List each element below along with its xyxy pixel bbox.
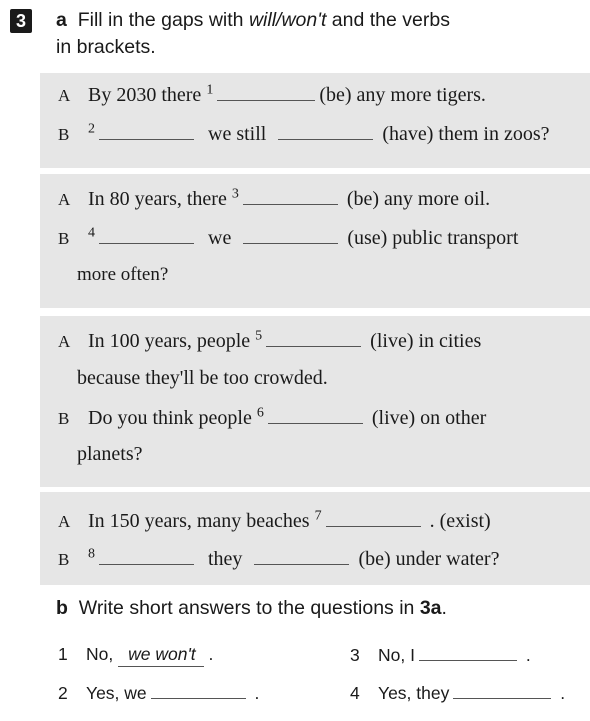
answer-end: .	[560, 683, 566, 703]
instruction-text-1: Fill in the gaps with	[77, 9, 249, 31]
line-text: we	[208, 227, 232, 249]
gap-number: 8	[88, 546, 95, 562]
answer-number: 3	[350, 645, 360, 665]
part-b-letter: b	[56, 597, 68, 619]
line-text: (be) under water?	[358, 548, 500, 570]
exercise-number-badge: 3	[10, 9, 32, 33]
line-text: In 80 years, there	[88, 188, 227, 210]
answer-number: 2	[58, 683, 68, 703]
gap-number: 4	[88, 225, 95, 241]
gap-number: 6	[256, 405, 264, 421]
short-answer-item	[58, 644, 213, 667]
dialogue-continuation: planets?	[77, 443, 143, 465]
line-text: In 150 years, many beaches	[88, 510, 310, 532]
dialogue-line	[58, 225, 518, 250]
short-answer-item	[58, 682, 259, 704]
line-text: (be) any more oil.	[346, 188, 491, 210]
line-text: Do you think people	[88, 407, 252, 429]
gap-number: 7	[314, 508, 322, 524]
line-text: . (exist)	[429, 510, 491, 532]
gap-number: 5	[255, 328, 263, 344]
speaker-label: A	[58, 512, 71, 531]
answer-gap[interactable]	[243, 225, 338, 244]
answer-gap[interactable]	[278, 121, 373, 140]
line-text: (have) them in zoos?	[382, 123, 550, 145]
dialogue-line	[58, 82, 486, 107]
answer-end: .	[525, 645, 531, 665]
dialogue-band-4	[40, 492, 590, 585]
part-a-instruction	[56, 7, 450, 34]
dialogue-line	[58, 405, 486, 430]
answer-end: .	[208, 644, 214, 664]
line-text: By 2030 there	[88, 84, 202, 106]
answer-gap[interactable]	[326, 508, 421, 527]
speaker-label: B	[58, 125, 70, 144]
speaker-label: B	[58, 550, 70, 569]
dialogue-line	[58, 121, 550, 146]
answer-text: No, I	[378, 645, 415, 665]
line-text: we still	[208, 123, 267, 145]
short-answer-item	[350, 682, 565, 704]
instruction-text-2: .	[441, 597, 447, 619]
speaker-label: A	[58, 190, 71, 209]
answer-gap[interactable]	[453, 682, 551, 699]
answer-gap[interactable]	[243, 186, 338, 205]
answer-end: .	[254, 683, 260, 703]
answer-gap[interactable]	[217, 82, 315, 101]
gap-number: 2	[88, 121, 95, 137]
instruction-text-1: Write short answers to the questions in	[78, 597, 420, 619]
line-text: they	[208, 548, 243, 570]
dialogue-line	[58, 508, 491, 533]
answer-gap[interactable]	[419, 644, 517, 661]
instruction-line-2: in brackets.	[56, 36, 156, 58]
answer-gap[interactable]	[99, 121, 194, 140]
answer-gap[interactable]	[99, 546, 194, 565]
dialogue-line	[58, 546, 499, 571]
line-text: (be) any more tigers.	[319, 84, 486, 106]
line-text: In 100 years, people	[88, 330, 251, 352]
gap-number: 1	[206, 82, 214, 98]
dialogue-continuation: because they'll be too crowded.	[77, 367, 328, 389]
line-text: (live) in cities	[370, 330, 482, 352]
answer-gap[interactable]	[268, 405, 363, 424]
speaker-label: A	[58, 86, 71, 105]
line-text: (use) public transport	[347, 227, 519, 249]
dialogue-continuation: more often?	[77, 264, 169, 285]
answer-gap[interactable]	[99, 225, 194, 244]
dialogue-line	[58, 186, 490, 211]
answer-text: No,	[86, 644, 114, 664]
dialogue-line	[58, 328, 481, 353]
answer-number: 4	[350, 683, 360, 703]
instruction-text-2: and the verbs	[326, 9, 450, 31]
answer-number: 1	[58, 644, 68, 664]
answer-text: Yes, they	[378, 683, 450, 703]
speaker-label: A	[58, 332, 71, 351]
answer-filled[interactable]: we won't	[118, 644, 204, 667]
gap-number: 3	[231, 186, 239, 202]
speaker-label: B	[58, 409, 70, 428]
answer-text: Yes, we	[86, 683, 147, 703]
line-text: (live) on other	[371, 407, 487, 429]
answer-gap[interactable]	[151, 682, 246, 699]
short-answer-item	[350, 644, 531, 666]
speaker-label: B	[58, 229, 70, 248]
part-b-instruction	[56, 595, 447, 622]
instruction-italic: will/won't	[248, 9, 327, 31]
instruction-bold: 3a	[419, 597, 442, 619]
answer-gap[interactable]	[266, 328, 361, 347]
answer-gap[interactable]	[254, 546, 349, 565]
part-a-letter: a	[56, 9, 67, 31]
